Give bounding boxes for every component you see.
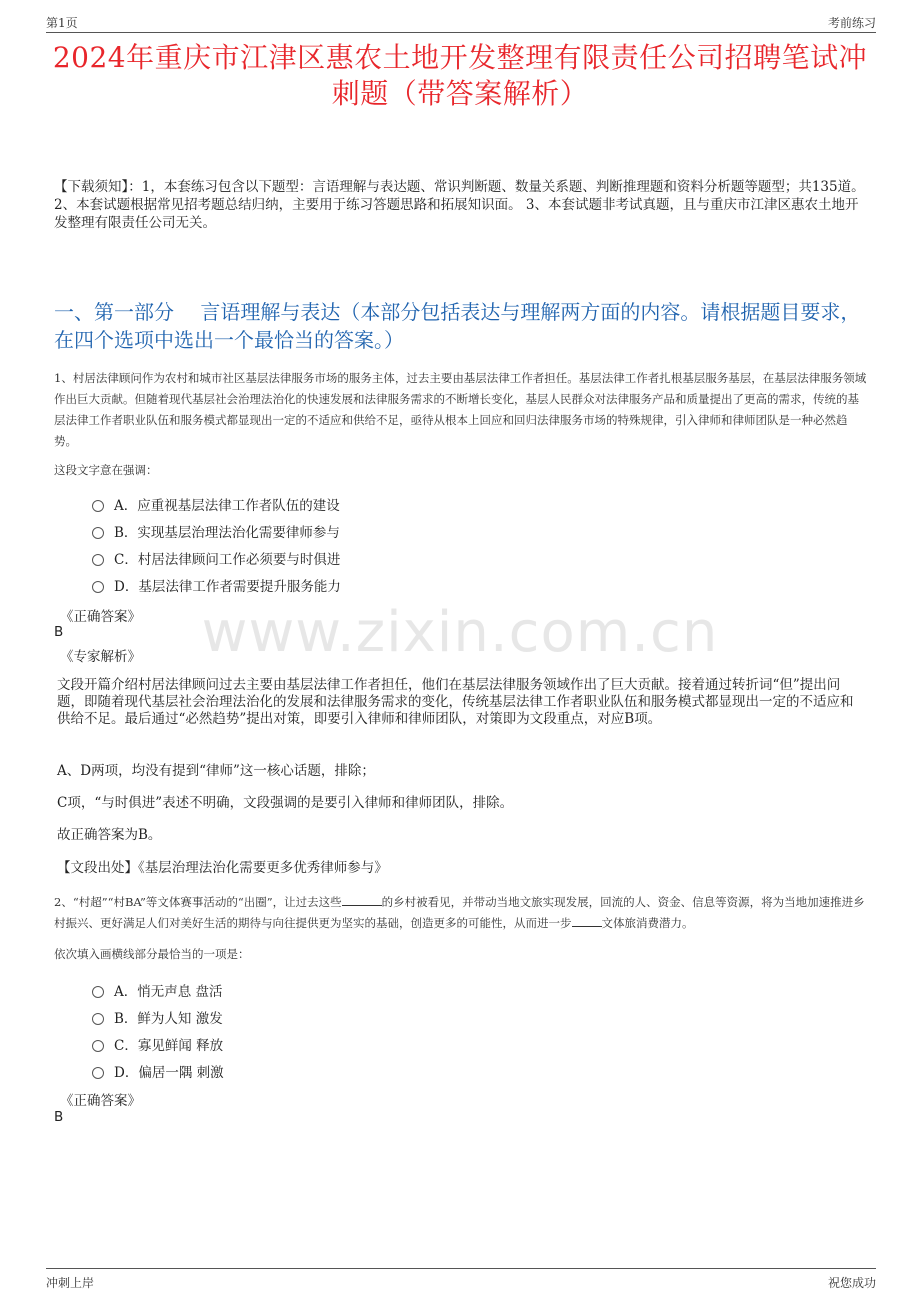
question-1-prompt: 这段文字意在强调： bbox=[54, 463, 158, 477]
option-label: A．悄无声息 盘活 bbox=[114, 984, 223, 1000]
option-a[interactable] bbox=[92, 980, 224, 1007]
question-2-text: 2、“村超”“村BA”等文体赛事活动的“出圈”，让过去这些 的乡村被看见，并带动当地文旅实现发展，回流的人、资金、信息等资源，将为当地加速推进乡村振兴、更好满足人们对美好生活的期待与向往提供更为坚实的基础，创造更多的可能性，从而进一步 文体旅消费潜力。 bbox=[54, 895, 865, 930]
header-category: 考前练习 bbox=[827, 16, 876, 30]
option-label: B．实现基层治理法治化需要律师参与 bbox=[114, 525, 340, 541]
answer-value: B bbox=[54, 1109, 64, 1125]
question-1-text: 1、村居法律顾问作为农村和城市社区基层法律服务市场的服务主体，过去主要由基层法律工作者担任。基层法律工作者扎根基层服务基层，在基层法律服务领域作出巨大贡献。但随着现代基层社会治理法治化的快速发展和法律服务需求的不断增长变化，基层人民群众对法律服务产品和质量提出了更高的需求，传统的基层法律工作者职业队伍和服务模式都显现出一定的不适应和供给不足，亟待从根本上回应和回归法律服务市场的特殊规律，引入律师和律师团队是一种必然趋势。 bbox=[54, 371, 867, 448]
option-label: C．寡见鲜闻 释放 bbox=[114, 1038, 224, 1054]
option-c[interactable] bbox=[92, 1034, 224, 1061]
option-a[interactable] bbox=[92, 494, 341, 521]
analysis-label: 《专家解析》 bbox=[60, 649, 141, 665]
question-1-options bbox=[92, 494, 341, 602]
option-d[interactable] bbox=[92, 575, 341, 602]
option-c[interactable] bbox=[92, 548, 341, 575]
option-b[interactable] bbox=[92, 1007, 224, 1034]
radio-icon[interactable] bbox=[92, 1040, 104, 1052]
analysis-paragraph: 文段开篇介绍村居法律顾问过去主要由基层法律工作者担任，他们在基层法律服务领域作出了巨大贡献。接着通过转折词“但”提出问题，即随着现代基层社会治理法治化的发展和法律服务需求的变化，传统基层法律工作者职业队伍和服务模式都显现出一定的不适应和供给不足。最后通过“必然趋势”提出对策，即要引入律师和律师团队，对策即为文段重点，对应B项。 bbox=[57, 677, 854, 727]
watermark: www.zixin.com.cn bbox=[201, 600, 719, 665]
document-title: 2024年重庆市江津区惠农土地开发整理有限责任公司招聘笔试冲刺题（带答案解析） bbox=[52, 41, 868, 110]
option-b[interactable] bbox=[92, 521, 341, 548]
radio-icon[interactable] bbox=[92, 986, 104, 998]
fill-blank-1 bbox=[342, 893, 382, 906]
passage-source: 【文段出处】《基层治理法治化需要更多优秀律师参与》 bbox=[57, 860, 388, 876]
option-d[interactable] bbox=[92, 1061, 224, 1088]
radio-icon[interactable] bbox=[92, 527, 104, 539]
option-label: D．偏居一隅 刺激 bbox=[114, 1065, 224, 1081]
question-2-prompt: 依次填入画横线部分最恰当的一项是： bbox=[54, 947, 250, 961]
radio-icon[interactable] bbox=[92, 500, 104, 512]
radio-icon[interactable] bbox=[92, 554, 104, 566]
analysis-paragraph: A、D两项，均没有提到“律师”这一核心话题，排除； bbox=[57, 763, 375, 779]
option-label: C．村居法律顾问工作必须要与时俱进 bbox=[114, 552, 341, 568]
answer-label: 《正确答案》 bbox=[60, 1093, 141, 1109]
page-footer bbox=[46, 1268, 876, 1299]
option-label: B．鲜为人知 激发 bbox=[114, 1011, 223, 1027]
footer-left: 冲刺上岸 bbox=[46, 1276, 95, 1290]
page-header bbox=[46, 10, 876, 33]
answer-label: 《正确答案》 bbox=[60, 609, 141, 625]
radio-icon[interactable] bbox=[92, 1067, 104, 1079]
option-label: D．基层法律工作者需要提升服务能力 bbox=[114, 579, 341, 595]
footer-right: 祝您成功 bbox=[827, 1276, 876, 1290]
section-title: 一、第一部分 言语理解与表达（本部分包括表达与理解两方面的内容。请根据题目要求，在四个选项中选出一个最恰当的答案。） bbox=[54, 300, 861, 352]
radio-icon[interactable] bbox=[92, 1013, 104, 1025]
analysis-paragraph: C项，“与时俱进”表述不明确，文段强调的是要引入律师和律师团队，排除。 bbox=[57, 795, 514, 811]
option-label: A．应重视基层法律工作者队伍的建设 bbox=[114, 498, 340, 514]
radio-icon[interactable] bbox=[92, 581, 104, 593]
download-notice: 【下载须知】：1，本套练习包含以下题型：言语理解与表达题、常识判断题、数量关系题、判断推理题和资料分析题等题型；共135道。 2、本套试题根据常见招考题总结归纳，主要用于练习答题思路和拓展知识面。 3、本套试题非考试真题，且与重庆市江津区惠农土地开发整理有限责任公司无关。 bbox=[54, 179, 865, 231]
question-2-options bbox=[92, 980, 224, 1088]
analysis-conclusion: 故正确答案为B。 bbox=[57, 827, 162, 843]
page-number: 第1页 bbox=[46, 16, 78, 30]
answer-value: B bbox=[54, 624, 64, 640]
fill-blank-2 bbox=[572, 914, 602, 927]
